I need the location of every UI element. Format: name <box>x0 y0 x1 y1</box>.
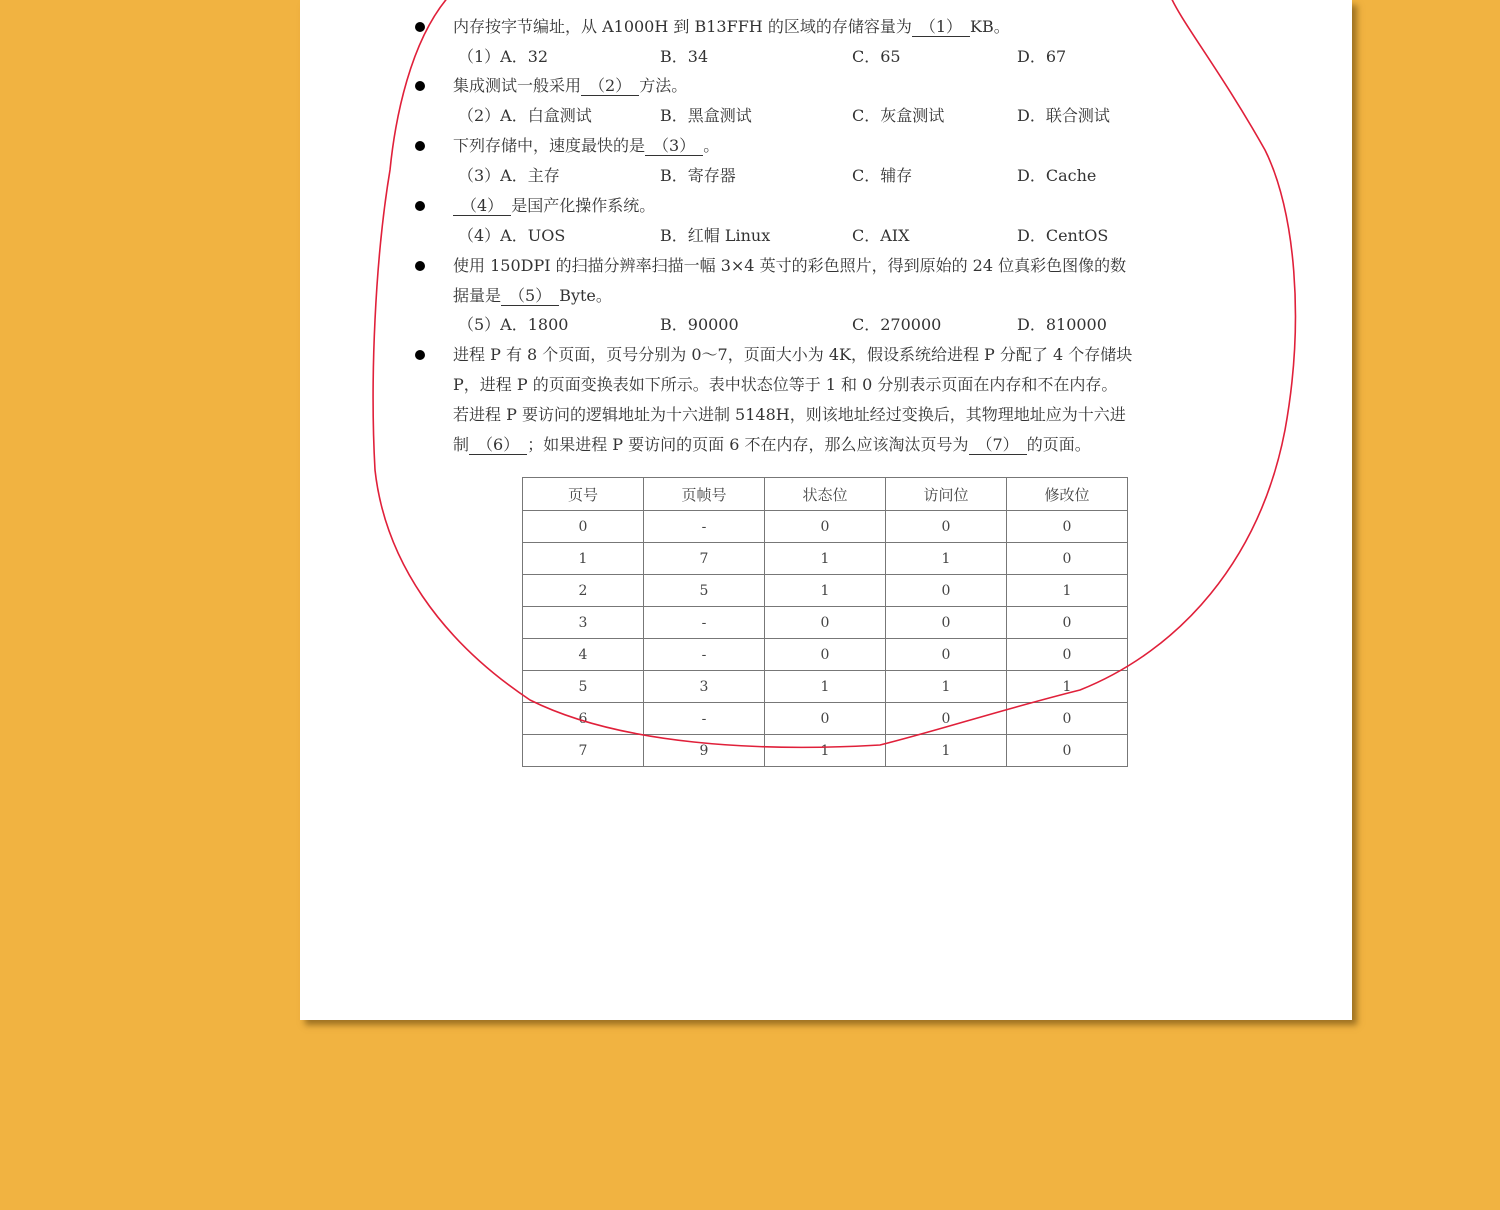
option-b: B．90000 <box>660 315 739 334</box>
table-cell: 1 <box>765 575 886 607</box>
question-text: 内存按字节编址，从 A1000H 到 B13FFH 的区域的存储容量为 <box>453 17 912 36</box>
answer-blank: （5） <box>501 287 559 306</box>
table-cell: 0 <box>765 703 886 735</box>
question-2-text <box>453 76 687 96</box>
option-d: D．67 <box>1017 47 1067 66</box>
question-6-line-1: 进程 P 有 8 个页面，页号分别为 0～7，页面大小为 4K，假设系统给进程 P 分配了 4 个存储块 <box>453 345 1133 364</box>
option-b: B．寄存器 <box>660 166 736 185</box>
table-cell: 0 <box>765 607 886 639</box>
table-cell: 3 <box>523 607 644 639</box>
option-c: C．270000 <box>852 315 942 334</box>
table-cell: 1 <box>886 735 1007 767</box>
table-cell: 2 <box>523 575 644 607</box>
table-row <box>523 639 1128 671</box>
bullet-icon <box>415 261 425 271</box>
table-cell: 0 <box>1007 607 1128 639</box>
question-text: 是国产化操作系统。 <box>511 196 656 215</box>
table-row <box>523 543 1128 575</box>
question-3-text <box>453 136 719 156</box>
answer-blank: （1） <box>912 18 970 37</box>
table-cell: 0 <box>886 703 1007 735</box>
table-header-row <box>523 478 1128 511</box>
table-cell: 0 <box>1007 735 1128 767</box>
table-cell: 9 <box>644 735 765 767</box>
table-cell: 1 <box>523 543 644 575</box>
table-cell: 0 <box>886 607 1007 639</box>
question-6-line-4 <box>453 435 1091 455</box>
table-row <box>523 607 1128 639</box>
option-a: （3）A．主存 <box>458 166 560 185</box>
table-cell: 7 <box>523 735 644 767</box>
table-cell: 0 <box>1007 543 1128 575</box>
table-cell: 5 <box>523 671 644 703</box>
answer-blank: （3） <box>645 137 703 156</box>
table-cell: 1 <box>765 543 886 575</box>
question-text: 方法。 <box>639 76 688 95</box>
question-text: ；如果进程 P 要访问的页面 6 不在内存，那么应该淘汰页号为 <box>527 435 969 454</box>
question-5-line-1: 使用 150DPI 的扫描分辨率扫描一幅 3×4 英寸的彩色照片，得到原始的 24 位真彩色图像的数 <box>453 256 1127 275</box>
option-d: D．联合测试 <box>1017 106 1110 125</box>
question-text: 集成测试一般采用 <box>453 76 582 95</box>
table-row <box>523 735 1128 767</box>
column-header: 修改位 <box>1007 478 1128 511</box>
question-text: 。 <box>703 136 720 155</box>
question-text: 制 <box>453 435 470 454</box>
table-cell: 1 <box>886 543 1007 575</box>
table-cell: - <box>644 607 765 639</box>
table-cell: 4 <box>523 639 644 671</box>
question-5-line-2 <box>453 286 612 306</box>
table-cell: 1 <box>765 671 886 703</box>
answer-blank: （4） <box>453 197 511 216</box>
table-cell: 1 <box>886 671 1007 703</box>
option-a: （2）A．白盒测试 <box>458 106 592 125</box>
table-cell: 5 <box>644 575 765 607</box>
option-d: D．Cache <box>1017 166 1097 185</box>
option-a: （1）A．32 <box>458 47 549 66</box>
table-row <box>523 703 1128 735</box>
option-c: C．65 <box>852 47 901 66</box>
option-d: D．810000 <box>1017 315 1107 334</box>
column-header: 页帧号 <box>644 478 765 511</box>
option-c: C．辅存 <box>852 166 913 185</box>
question-1-text <box>453 17 1010 37</box>
bullet-icon <box>415 81 425 91</box>
question-text: KB。 <box>970 17 1010 36</box>
table-row <box>523 511 1128 543</box>
option-d: D．CentOS <box>1017 226 1109 245</box>
answer-blank: （2） <box>581 77 639 96</box>
column-header: 状态位 <box>765 478 886 511</box>
column-header: 访问位 <box>886 478 1007 511</box>
bullet-icon <box>415 141 425 151</box>
table-cell: 0 <box>523 511 644 543</box>
table-cell: 0 <box>1007 639 1128 671</box>
question-6-line-3: 若进程 P 要访问的逻辑地址为十六进制 5148H，则该地址经过变换后，其物理地址应为十六进 <box>453 405 1126 424</box>
table-row <box>523 575 1128 607</box>
table-cell: 1 <box>1007 671 1128 703</box>
table-cell: 3 <box>644 671 765 703</box>
question-text: 的页面。 <box>1026 435 1091 454</box>
table-cell: - <box>644 511 765 543</box>
table-cell: - <box>644 703 765 735</box>
table-cell: 0 <box>765 639 886 671</box>
table-row <box>523 671 1128 703</box>
table-cell: 0 <box>886 639 1007 671</box>
option-c: C．AIX <box>852 226 910 245</box>
table-cell: 0 <box>1007 511 1128 543</box>
table-cell: 1 <box>1007 575 1128 607</box>
option-b: B．黑盒测试 <box>660 106 752 125</box>
question-4-text <box>453 196 655 216</box>
option-a: （5）A．1800 <box>458 315 569 334</box>
document-page <box>300 0 1352 1020</box>
question-text: Byte。 <box>559 286 612 305</box>
answer-blank: （6） <box>469 436 527 455</box>
table-cell: 0 <box>886 575 1007 607</box>
question-6-line-2: P，进程 P 的页面变换表如下所示。表中状态位等于 1 和 0 分别表示页面在内存和不在内存。 <box>453 375 1118 394</box>
option-a: （4）A．UOS <box>458 226 566 245</box>
table-cell: 1 <box>765 735 886 767</box>
table-cell: 0 <box>1007 703 1128 735</box>
table-cell: 7 <box>644 543 765 575</box>
question-text: 下列存储中，速度最快的是 <box>453 136 646 155</box>
page-table <box>522 477 1128 767</box>
bullet-icon <box>415 22 425 32</box>
table-cell: 0 <box>765 511 886 543</box>
table-cell: 6 <box>523 703 644 735</box>
column-header: 页号 <box>523 478 644 511</box>
option-b: B．34 <box>660 47 709 66</box>
bullet-icon <box>415 201 425 211</box>
answer-blank: （7） <box>969 436 1027 455</box>
option-b: B．红帽 Linux <box>660 226 771 245</box>
option-c: C．灰盒测试 <box>852 106 945 125</box>
table-cell: - <box>644 639 765 671</box>
question-text: 据量是 <box>453 286 502 305</box>
table-cell: 0 <box>886 511 1007 543</box>
bullet-icon <box>415 350 425 360</box>
